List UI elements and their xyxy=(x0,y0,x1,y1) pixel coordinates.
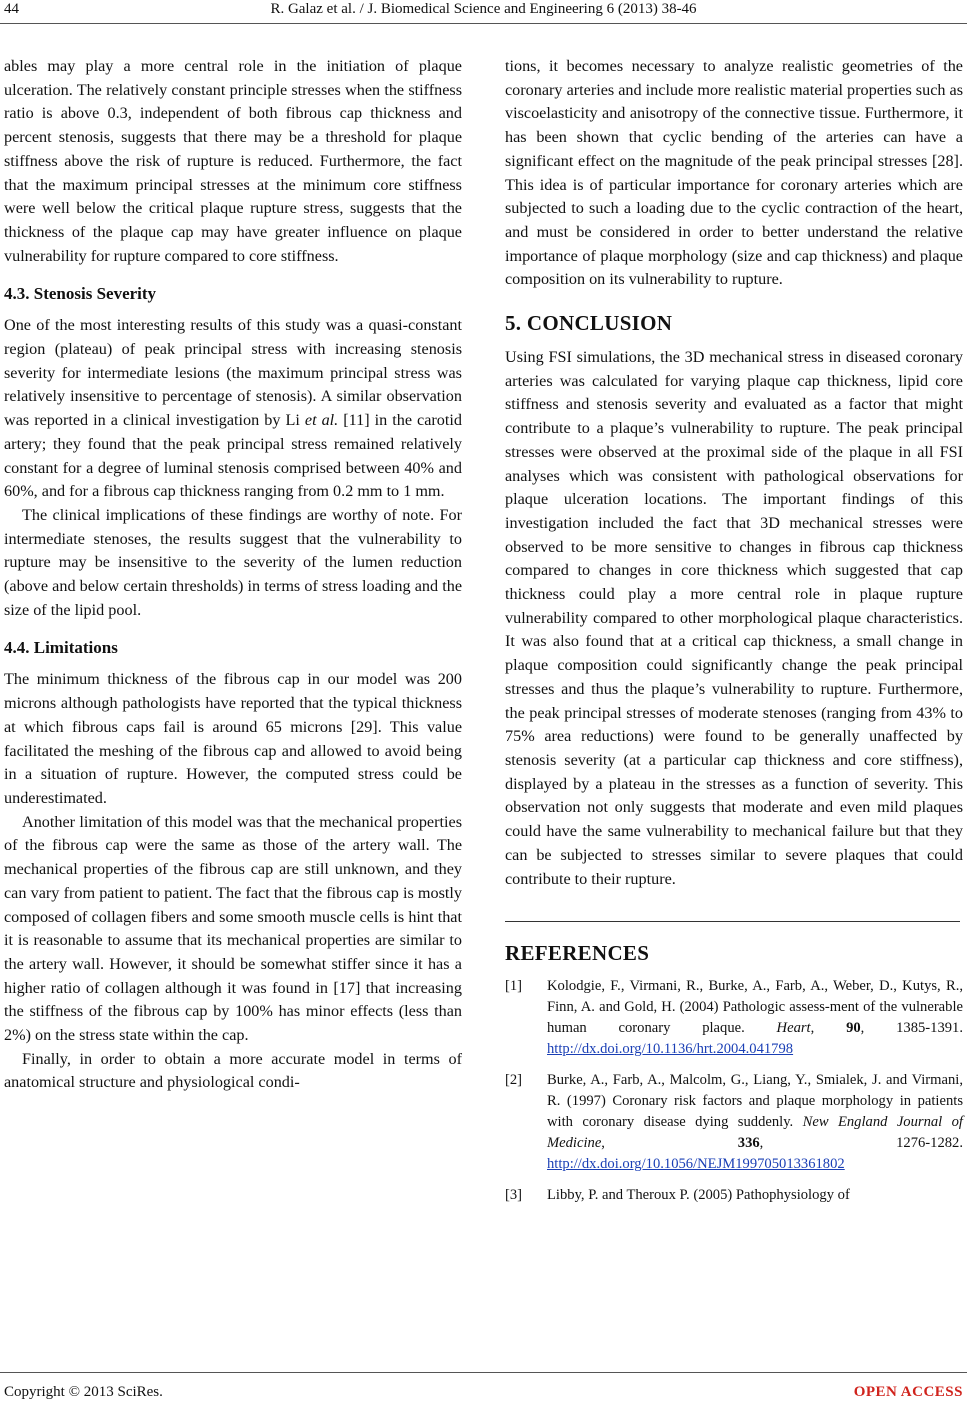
reference-number: [1] xyxy=(505,978,523,995)
reference-text: Burke, A., Farb, A., Malcolm, G., Liang, Y., Smialek, J. and Virmani, R. (1997) Coronary risk factors and plaque morphology in patients with coronary disease dying suddenly. New England Journal of Medicine, 336, 1276-1282. http://dx.doi.org/10.1056/NEJM199705013361802 xyxy=(547,1072,964,1173)
paragraph: One of the most interesting results of this study was a quasi-constant region (plateau) of peak principal stress with increasing stenosis severity for intermediate lesions (the maximum principal stress was relatively insensitive to percentage of stenosis). A similar observation was reported in a clinical investigation by Li et al. [11] in the carotid artery; they found that the peak principal stress remained relatively constant for a degree of luminal stenosis comprised between 40% and 60%, and for a fibrous cap thickness ranging from 0.2 mm to 1 mm. xyxy=(4,316,462,501)
paragraph: The minimum thickness of the fibrous cap in our model was 200 microns although pathologists have reported that the typical thickness at which fibrous caps fail is around 65 microns [29]. This value facilitated the meshing of the fibrous cap and allowed to avoid being in a situation of rupture. However, the computed stress could be underestimated. xyxy=(4,670,462,807)
paragraph: Using FSI simulations, the 3D mechanical stress in diseased coronary arteries was calculated for varying plaque cap thickness, lipid core stiffness and stenosis severity and evaluated as a factor that might contribute to a plaque’s vulnerability to rupture. The peak principal stresses were observed at the proximal side of the plaque in all FSI analyses which was consistent with pathological observations for plaque ulceration locations. The important findings of this investigation included the fact that 3D mechanical stresses were observed to be more sensitive to changes in fibrous cap thickness compared to changes in core thickness which suggested that cap thickness could play a more central role in plaque rupture vulnerability compared to other morphological plaque characteristics. It was also found that at a critical cap thickness, a small change in plaque composition could significantly change the peak principal stresses and thus the plaque’s vulnerability to rupture. Furthermore, the peak principal stresses of moderate stenoses (ranging from 43% to 75% area reductions) were found to be generally unaffected by stenosis severity (at a particular cap thickness and core stiffness), displayed by a plateau in the stresses as a function of severity. This observation not only suggests that moderate and even mild plaques could have the same vulnerability to mechanical failure but that they can be subjected to stresses similar to severe plaques that could contribute to their rupture. xyxy=(505,348,963,888)
left-column xyxy=(4,55,462,1095)
page-header xyxy=(0,0,967,30)
reference-item xyxy=(505,1070,963,1175)
et-al: et al. xyxy=(304,411,339,430)
reference-text: Libby, P. and Theroux P. (2005) Pathophysiology of xyxy=(547,1187,850,1204)
right-column xyxy=(505,55,963,1216)
paragraph: tions, it becomes necessary to analyze realistic geometries of the coronary arteries and include more realistic material properties such as viscoelasticity and anisotropy of the connective tissue. Furthermore, it has been shown that cyclic bending of the arteries can have a significant effect on the magnitude of the peak principal stresses [28]. This idea is of particular importance for coronary arteries which are subjected to such a loading due to the cyclic contraction of the heart, and must be considered in order to better understand the relative importance of plaque morphology (size and cap thickness) and plaque composition on its vulnerability to rupture. xyxy=(505,57,964,289)
section-heading-conclusion: 5. CONCLUSION xyxy=(505,311,673,336)
section-heading-stenosis-severity: 4.3. Stenosis Severity xyxy=(4,284,157,304)
reference-item xyxy=(505,976,963,1060)
reference-text: Kolodgie, F., Virmani, R., Burke, A., Farb, A., Weber, D., Kutys, R., Finn, A. and Gold, H. (2004) Pathologic assess-ment of the vulnerable human coronary plaque. Heart, 90, 1385-1391. http://dx.doi.org/10.1136/hrt.2004.041798 xyxy=(547,978,963,1058)
page-number: 44 xyxy=(4,1,19,17)
section-heading-limitations: 4.4. Limitations xyxy=(4,638,118,658)
header-rule xyxy=(0,23,967,24)
page-footer xyxy=(0,1372,967,1402)
section-heading-references: REFERENCES xyxy=(505,941,650,966)
paragraph: ables may play a more central role in the initiation of plaque ulceration. The relatively constant principle stresses when the stiffness ratio is above 0.3, independent of both fibrous cap thickness and percent stenosis, suggests that there may be a threshold for plaque stiffness above the risk of rupture is reduced. Furthermore, the fact that the maximum principal stresses at the minimum core stiffness were well below the critical plaque rupture stress, suggests that the thickness of the plaque cap may have greater influence on plaque vulnerability for rupture compared to core stiffness. xyxy=(4,57,462,265)
copyright-notice: Copyright © 2013 SciRes. xyxy=(4,1384,163,1400)
running-head: R. Galaz et al. / J. Biomedical Science and Engineering 6 (2013) 38-46 xyxy=(270,1,697,17)
footer-rule xyxy=(0,1372,967,1373)
reference-link[interactable]: http://dx.doi.org/10.1056/NEJM199705013361802 xyxy=(547,1156,845,1173)
reference-link[interactable]: http://dx.doi.org/10.1136/hrt.2004.041798 xyxy=(547,1041,794,1058)
references-rule xyxy=(505,921,960,922)
reference-item xyxy=(505,1185,963,1206)
paragraph: Another limitation of this model was that the mechanical properties of the fibrous cap were the same as those of the artery wall. The mechanical properties of the fibrous cap are still unknown, and they can vary from patient to patient. The fact that the fibrous cap is mostly composed of collagen fibers and some smooth muscle cells is hint that it is reasonable to assume that its mechanical properties are similar to the artery wall. However, it should be somewhat stiffer since it has a higher ratio of collagen although it was found in [17] that increasing the stiffness of the fibrous cap by 100% has minor effects (less than 2%) on the stress state within the cap. xyxy=(4,812,462,1045)
paragraph: Finally, in order to obtain a more accurate model in terms of anatomical structure and physiological condi- xyxy=(4,1049,462,1092)
reference-number: [2] xyxy=(505,1072,523,1089)
paragraph: The clinical implications of these findings are worthy of note. For intermediate stenoses, the results suggest that the vulnerability to rupture may be insensitive to the severity of the lumen reduction (above and below certain thresholds) in terms of stress loading and the size of the lipid pool. xyxy=(4,505,462,619)
reference-number: [3] xyxy=(505,1187,523,1204)
open-access-label: OPEN ACCESS xyxy=(853,1384,963,1400)
